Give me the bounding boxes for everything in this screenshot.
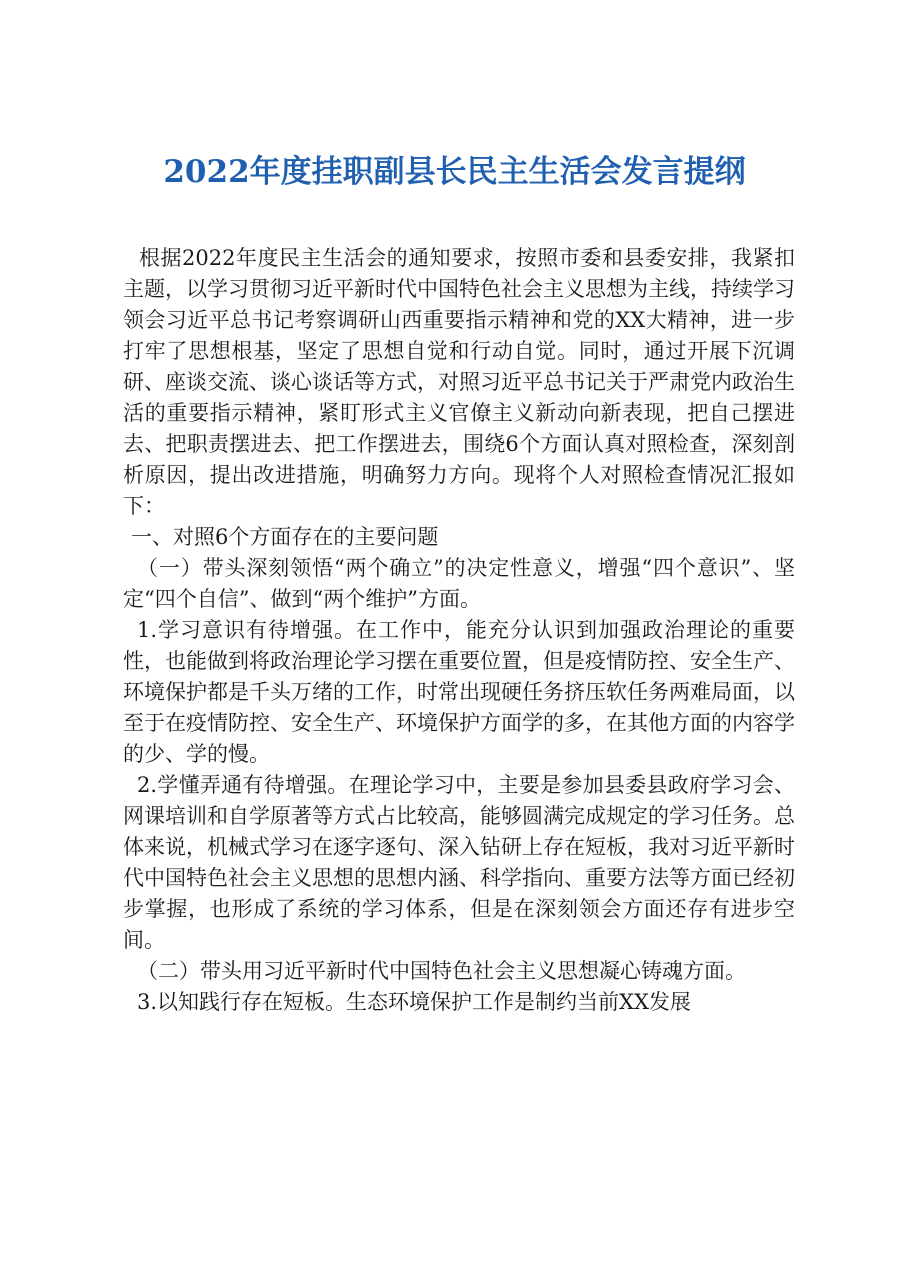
subsection-heading-1: （一）带头深刻领悟“两个确立”的决定性意义，增强“四个意识”、坚定“四个自信”、做到“两个维护”方面。 [123, 556, 795, 611]
item-paragraph-2: 2.学懂弄通有待增强。在理论学习中，主要是参加县委县政府学习会、网课培训和自学原著等方式占比较高，能够圆满完成规定的学习任务。总体来说，机械式学习在逐字逐句、深入钻研上存在短板，我对习近平新时代中国特色社会主义思想的思想内涵、科学指向、重要方法等方面已经初步掌握，也形成了系统的学习体系，但是在深刻领会方面还存有进步空间。 [123, 773, 795, 952]
intro-paragraph: 根据2022年度民主生活会的通知要求，按照市委和县委安排，我紧扣主题，以学习贯彻习近平新时代中国特色社会主义思想为主线，持续学习领会习近平总书记考察调研山西重要指示精神和党的XX大精神，进一步打牢了思想根基，坚定了思想自觉和行动自觉。同时，通过开展下沉调研、座谈交流、谈心谈话等方式，对照习近平总书记关于严肃党内政治生活的重要指示精神，紧盯形式主义官僚主义新动向新表现，把自己摆进去、把职责摆进去、把工作摆进去，围绕6个方面认真对照检查，深刻剖析原因，提出改进措施，明确努力方向。现将个人对照检查情况汇报如下： [123, 246, 795, 518]
item-paragraph-1: 1.学习意识有待增强。在工作中，能充分认识到加强政治理论的重要性，也能做到将政治理论学习摆在重要位置，但是疫情防控、安全生产、环境保护都是千头万绪的工作，时常出现硬任务挤压软任务两难局面，以至于在疫情防控、安全生产、环境保护方面学的多，在其他方面的内容学的少、学的慢。 [123, 618, 795, 766]
document-title: 2022年度挂职副县长民主生活会发言提纲 [163, 154, 746, 190]
item-paragraph-3: 3.以知践行存在短板。生态环境保护工作是制约当前XX发展 [137, 990, 691, 1014]
subsection-heading-2: （二）带头用习近平新时代中国特色社会主义思想凝心铸魂方面。 [137, 959, 746, 983]
section-heading-1: 一、对照6个方面存在的主要问题 [131, 525, 439, 549]
document-body [123, 243, 795, 1018]
